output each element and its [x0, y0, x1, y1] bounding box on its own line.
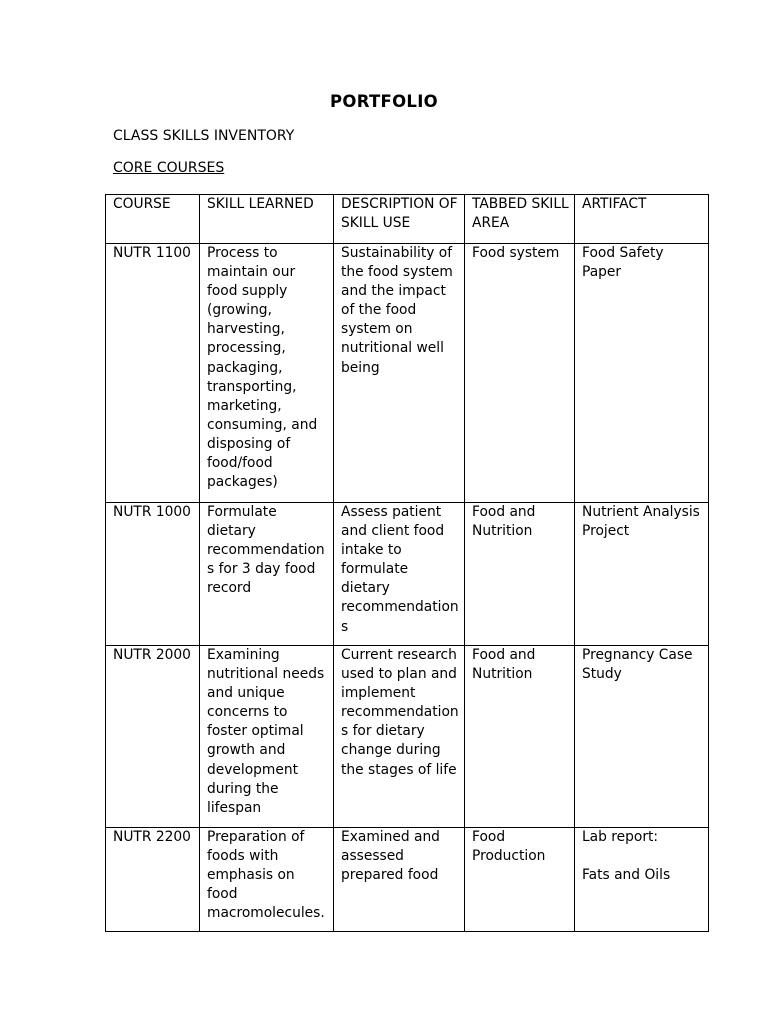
description-cell: Examined and assessed prepared food [334, 828, 465, 932]
artifact-cell: Pregnancy Case Study [575, 646, 709, 828]
table-row [106, 646, 709, 828]
skill-cell: Process to maintain our food supply (growing, harvesting, processing, packaging, transporting, marketing, consuming, and disposing of food/food packages) [200, 244, 334, 503]
course-cell: NUTR 1000 [106, 503, 200, 646]
skill-area-cell: Food Production [465, 828, 575, 932]
skill-area-cell: Food and Nutrition [465, 646, 575, 828]
description-cell: Current research used to plan and implement recommendations for dietary change during the stages of life [334, 646, 465, 828]
description-cell: Sustainability of the food system and the impact of the food system on nutritional well being [334, 244, 465, 503]
artifact-cell: Food Safety Paper [575, 244, 709, 503]
header-description: DESCRIPTION OF SKILL USE [334, 195, 465, 244]
course-cell: NUTR 2000 [106, 646, 200, 828]
table-row [106, 244, 709, 503]
skill-cell: Preparation of foods with emphasis on food macromolecules. [200, 828, 334, 932]
artifact-label: Lab report: [582, 829, 659, 845]
table-header-row [106, 195, 709, 244]
header-course: COURSE [106, 195, 200, 244]
skills-inventory-table [105, 194, 709, 932]
section-heading: CORE COURSES [113, 160, 225, 176]
artifact-cell: Nutrient Analysis Project [575, 503, 709, 646]
skill-cell: Formulate dietary recommendations for 3 day food record [200, 503, 334, 646]
header-tabbed-skill-area: TABBED SKILL AREA [465, 195, 575, 244]
description-cell: Assess patient and client food intake to formulate dietary recommendations [334, 503, 465, 646]
table-row [106, 828, 709, 932]
course-cell: NUTR 2200 [106, 828, 200, 932]
table-row [106, 503, 709, 646]
document-subtitle: CLASS SKILLS INVENTORY [113, 128, 295, 144]
skill-area-cell: Food system [465, 244, 575, 503]
artifact-cell [575, 828, 709, 932]
header-skill-learned: SKILL LEARNED [200, 195, 334, 244]
course-cell: NUTR 1100 [106, 244, 200, 503]
page-title: PORTFOLIO [329, 92, 439, 111]
skill-area-cell: Food and Nutrition [465, 503, 575, 646]
skill-cell: Examining nutritional needs and unique concerns to foster optimal growth and development during the lifespan [200, 646, 334, 828]
header-artifact: ARTIFACT [575, 195, 709, 244]
artifact-detail: Fats and Oils [582, 867, 671, 884]
